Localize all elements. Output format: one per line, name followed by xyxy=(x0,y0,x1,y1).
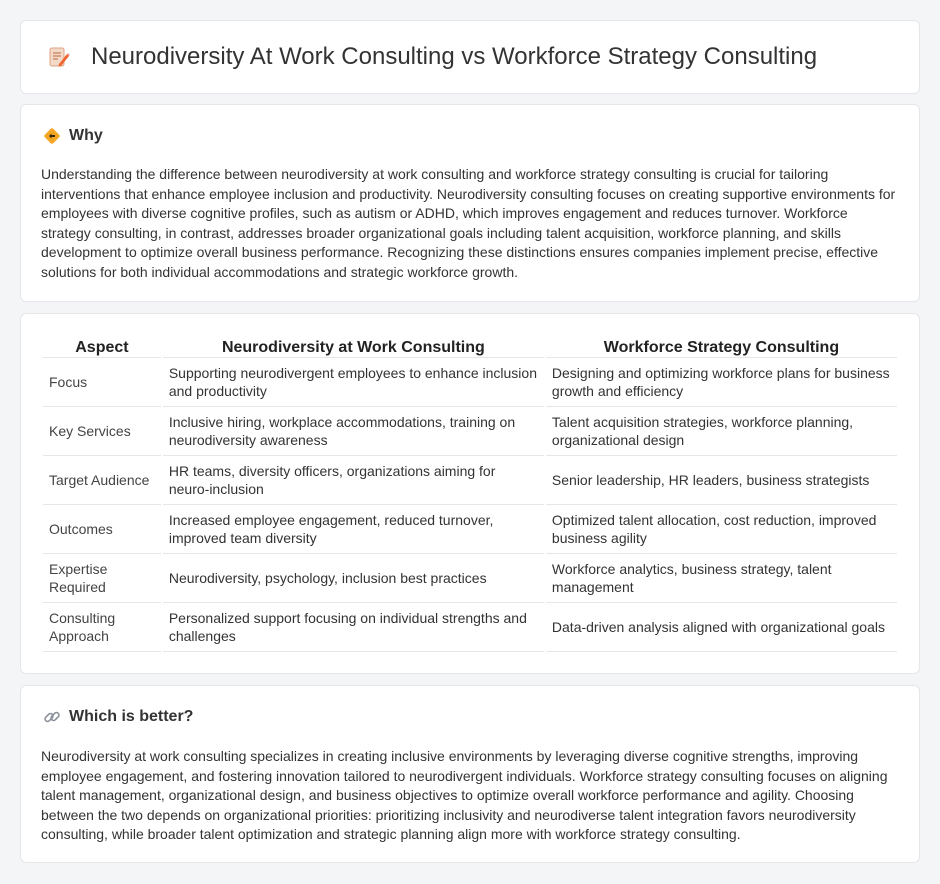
table-header-row xyxy=(43,334,897,358)
neurodiversity-cell: HR teams, diversity officers, organizations aiming for neuro-inclusion xyxy=(163,456,544,505)
workforce-cell: Optimized talent allocation, cost reduction, improved business agility xyxy=(546,505,897,554)
title-card xyxy=(20,20,920,94)
header-workforce: Workforce Strategy Consulting xyxy=(546,334,897,358)
neurodiversity-cell: Supporting neurodivergent employees to enhance inclusion and productivity xyxy=(163,358,544,407)
table-row xyxy=(43,358,897,407)
header-aspect: Aspect xyxy=(43,334,161,358)
workforce-cell: Workforce analytics, business strategy, talent management xyxy=(546,554,897,603)
page-title: Neurodiversity At Work Consulting vs Workforce Strategy Consulting xyxy=(91,43,818,70)
table-row xyxy=(43,554,897,603)
link-icon xyxy=(43,708,61,726)
workforce-cell: Talent acquisition strategies, workforce planning, organizational design xyxy=(546,407,897,456)
aspect-cell: Consulting Approach xyxy=(43,603,161,652)
better-text: Neurodiversity at work consulting specializes in creating inclusive environments by leveraging diverse cognitive strengths, improving employee engagement, and fostering innovation tailored to neurodivergent individuals. Workforce strategy consulting focuses on aligning talent management, organizational design, and business objectives to optimize overall workforce performance and agility. Choosing between the two depends on organizational priorities: prioritizing inclusivity and neurodiverse talent integration favors neurodiversity consulting, while broader talent optimization and strategic planning align more with workforce strategy consulting. xyxy=(41,748,888,843)
better-heading: Which is better? xyxy=(69,708,194,725)
table-row xyxy=(43,603,897,652)
title-row xyxy=(47,43,817,71)
aspect-cell: Expertise Required xyxy=(43,554,161,603)
neurodiversity-cell: Neurodiversity, psychology, inclusion best practices xyxy=(163,554,544,603)
why-header xyxy=(43,127,103,145)
neurodiversity-cell: Inclusive hiring, workplace accommodations, training on neurodiversity awareness xyxy=(163,407,544,456)
neurodiversity-cell: Personalized support focusing on individual strengths and challenges xyxy=(163,603,544,652)
why-section xyxy=(20,104,920,302)
neurodiversity-cell: Increased employee engagement, reduced turnover, improved team diversity xyxy=(163,505,544,554)
table-row xyxy=(43,407,897,456)
diamond-signpost-icon xyxy=(43,127,61,145)
comparison-section xyxy=(20,313,920,674)
aspect-cell: Key Services xyxy=(43,407,161,456)
table-row xyxy=(43,456,897,505)
aspect-cell: Focus xyxy=(43,358,161,407)
workforce-cell: Data-driven analysis aligned with organizational goals xyxy=(546,603,897,652)
aspect-cell: Target Audience xyxy=(43,456,161,505)
comparison-table xyxy=(41,334,899,652)
workforce-cell: Designing and optimizing workforce plans for business growth and efficiency xyxy=(546,358,897,407)
table-row xyxy=(43,505,897,554)
aspect-cell: Outcomes xyxy=(43,505,161,554)
memo-pencil-icon xyxy=(47,45,71,69)
workforce-cell: Senior leadership, HR leaders, business strategists xyxy=(546,456,897,505)
why-heading: Why xyxy=(69,127,103,144)
why-text: Understanding the difference between neurodiversity at work consulting and workforce strategy consulting is crucial for tailoring interventions that enhance employee inclusion and productivity. Neurodiversity consulting focuses on creating supportive environments for employees with diverse cognitive profiles, such as autism or ADHD, which improves engagement and reduces turnover. Workforce strategy consulting, in contrast, addresses broader organizational goals including talent acquisition, workforce planning, and skills development to optimize overall business performance. Recognizing these distinctions ensures companies implement precise, effective solutions for both individual accommodations and strategic workforce growth. xyxy=(41,166,896,280)
which-better-section xyxy=(20,685,920,863)
better-header xyxy=(43,708,193,726)
header-neurodiversity: Neurodiversity at Work Consulting xyxy=(163,334,544,358)
